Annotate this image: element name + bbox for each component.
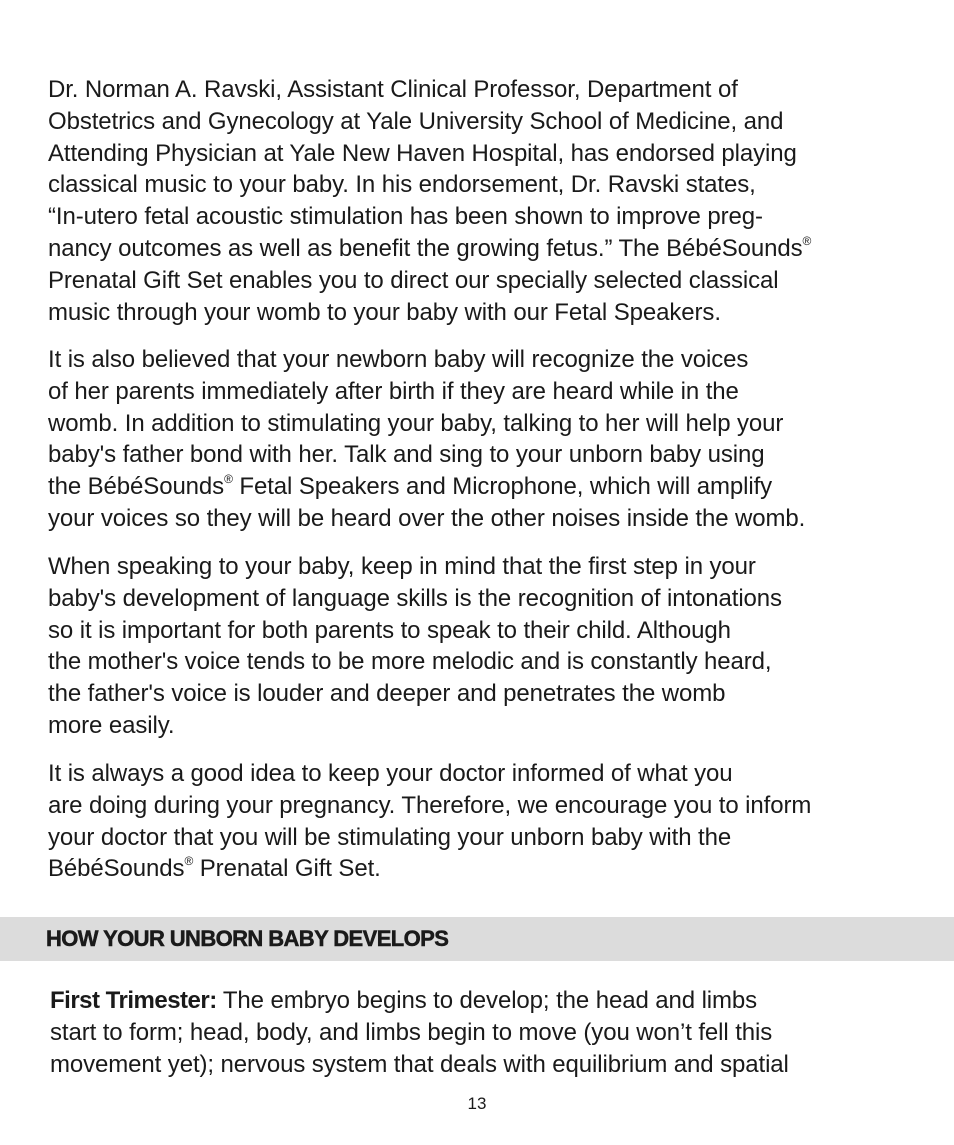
text-line: baby's development of language skills is the recognition of intonations [48,584,782,612]
section-header-bar [0,917,954,961]
text-line: your doctor that you will be stimulating your unborn baby with the [48,823,732,851]
text-segment: The embryo begins to develop; the head and limbs [216,987,758,1014]
paragraph-endorsement [48,74,918,328]
text-line: more easily. [48,711,175,739]
text-line: Attending Physician at Yale New Haven Hospital, has endorsed playing [48,139,797,167]
text-line-with-mark [48,853,918,885]
text-line-with-mark [48,233,918,265]
text-segment: BébéSounds [48,855,185,883]
text-line: start to form; head, body, and limbs begin to move (you won’t fell this [50,1018,773,1046]
text-line: Obstetrics and Gynecology at Yale University School of Medicine, and [48,107,784,135]
trimester-term: First Trimester: [50,987,217,1014]
text-line: movement yet); nervous system that deals with equilibrium and spatial [50,1050,789,1078]
text-line: classical music to your baby. In his endorsement, Dr. Ravski states, [48,171,756,199]
text-line: music through your womb to your baby with our Fetal Speakers. [48,298,721,326]
text-line-with-mark [48,471,918,503]
text-line: of her parents immediately after birth if they are heard while in the [48,377,739,405]
text-line: the father's voice is louder and deeper and penetrates the womb [48,680,726,708]
text-line: When speaking to your baby, keep in mind that the first step in your [48,553,756,580]
paragraph-first-trimester [50,985,920,1080]
text-segment: the BébéSounds [48,473,225,501]
text-line: Prenatal Gift Set enables you to direct our specially selected classical [48,266,779,294]
text-segment: nancy outcomes as well as benefit the growing fetus.” The BébéSounds [48,234,803,262]
text-line: baby's father bond with her. Talk and sing to your unborn baby using [48,441,765,469]
page-number: 13 [467,1094,487,1113]
text-line: It is always a good idea to keep your doctor informed of what you [48,760,733,787]
paragraph-voices [48,344,918,535]
text-line: the mother's voice tends to be more melodic and is constantly heard, [48,648,772,676]
registered-mark: ® [224,472,233,487]
section-heading: HOW YOUR UNBORN BABY DEVELOPS [46,926,449,951]
text-segment: Fetal Speakers and Microphone, which will amplify [232,473,773,501]
text-line: your voices so they will be heard over the other noises inside the womb. [48,504,806,532]
registered-mark: ® [184,854,194,869]
paragraph-doctor [48,758,918,885]
text-segment: Prenatal Gift Set. [193,855,381,883]
text-line: are doing during your pregnancy. Therefore, we encourage you to inform [48,791,812,819]
paragraph-speaking [48,551,918,742]
text-line: so it is important for both parents to speak to their child. Although [48,616,731,644]
registered-mark: ® [802,233,812,248]
text-line: “In-utero fetal acoustic stimulation has been shown to improve preg- [48,203,763,231]
text-line: womb. In addition to stimulating your baby, talking to her will help your [48,409,784,437]
text-line: It is also believed that your newborn baby will recognize the voices [48,346,749,373]
text-line: Dr. Norman A. Ravski, Assistant Clinical Professor, Department of [48,76,738,103]
text-line-with-term [50,985,920,1017]
